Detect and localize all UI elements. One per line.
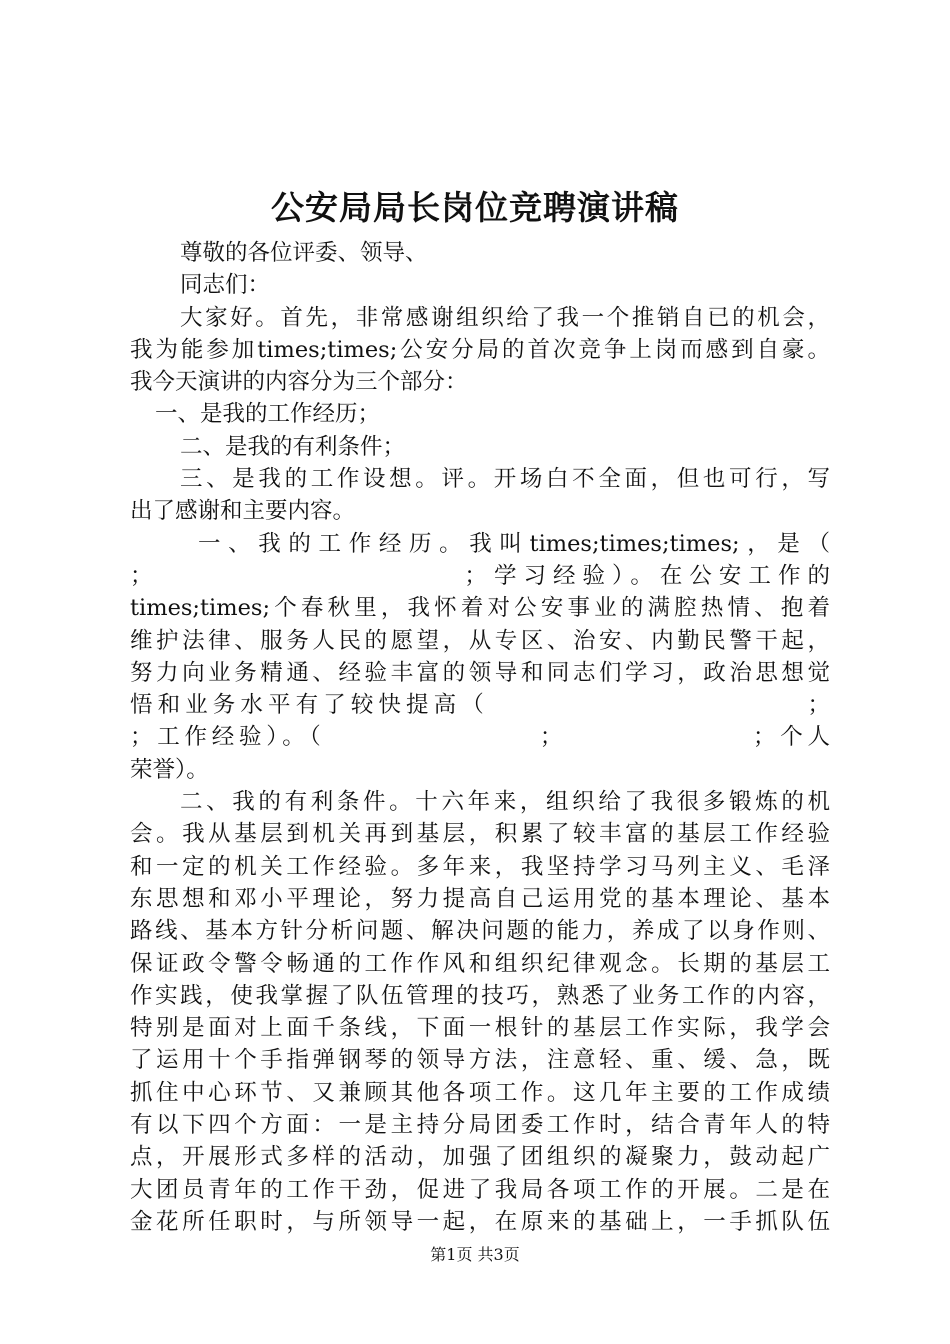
text-line: 特别是面对上面千条线，下面一根针的基层工作实际，我学会 bbox=[130, 1015, 830, 1042]
text-line: 有以下四个方面：一是主持分局团委工作时，结合青年人的特 bbox=[130, 1112, 830, 1139]
text-line: 金花所任职时，与所领导一起，在原来的基础上，一手抓队伍 bbox=[130, 1208, 830, 1235]
text-line: 点，开展形式多样的活动，加强了团组织的凝聚力，鼓动起广 bbox=[130, 1144, 830, 1171]
text-line: 一、是我的工作经历； bbox=[155, 401, 381, 428]
text-line: 尊敬的各位评委、领导、 bbox=[180, 240, 428, 266]
text-line: times;times;个春秋里，我怀着对公安事业的满腔热情、抱着 bbox=[130, 595, 830, 622]
text-line: 荣誉）。 bbox=[130, 756, 209, 783]
text-line: 会。我从基层到机关再到基层，积累了较丰富的基层工作经验 bbox=[130, 821, 830, 848]
text-line: 一、我的工作经历。我叫times;times;times;，是（ bbox=[198, 530, 830, 557]
text-line: 大家好。首先，非常感谢组织给了我一个推销自已的机会， bbox=[180, 304, 830, 331]
text-line: 同志们： bbox=[180, 272, 271, 299]
text-line: 我为能参加times;times;公安分局的首次竞争上岗而感到自豪。 bbox=[130, 336, 830, 363]
text-line: 我今天演讲的内容分为三个部分： bbox=[130, 369, 468, 396]
document-body bbox=[130, 237, 830, 1238]
text-line: 了运用十个手指弹钢琴的领导方法，注意轻、重、缓、急，既 bbox=[130, 1047, 830, 1074]
text-line: 努力向业务精通、经验丰富的领导和同志们学习，政治思想觉 bbox=[130, 659, 830, 686]
document-title: 公安局局长岗位竞聘演讲稿 bbox=[271, 188, 679, 227]
text-line: 三、是我的工作设想。评。开场白不全面，但也可行，写 bbox=[180, 466, 830, 493]
text-line: 作实践，使我掌握了队伍管理的技巧，熟悉了业务工作的内容， bbox=[130, 982, 830, 1009]
text-line: 二、是我的有利条件； bbox=[180, 433, 406, 460]
page-footer: 第1页 共3页 bbox=[430, 1245, 520, 1264]
text-line: 大团员青年的工作干劲，促进了我局各项工作的开展。二是在 bbox=[130, 1176, 830, 1203]
text-line: ； ；学习经验）。在公安工作的 bbox=[130, 562, 830, 589]
text-line: 维护法律、服务人民的愿望，从专区、治安、内勤民警干起， bbox=[130, 627, 830, 654]
text-line: 出了感谢和主要内容。 bbox=[130, 498, 356, 525]
text-line: ；工作经验）。（ ； ；个人 bbox=[130, 724, 830, 751]
text-line: 路线、基本方针分析问题、解决问题的能力，养成了以身作则、 bbox=[130, 918, 830, 945]
text-line: 抓住中心环节、又兼顾其他各项工作。这几年主要的工作成绩 bbox=[130, 1079, 830, 1106]
text-line: 二、我的有利条件。十六年来，组织给了我很多锻炼的机 bbox=[180, 789, 830, 816]
text-line: 和一定的机关工作经验。多年来，我坚持学习马列主义、毛泽 bbox=[130, 853, 830, 880]
text-line: 保证政令警令畅通的工作作风和组织纪律观念。长期的基层工 bbox=[130, 950, 830, 977]
text-line: 东思想和邓小平理论，努力提高自己运用党的基本理论、基本 bbox=[130, 885, 830, 912]
text-line: 悟和业务水平有了较快提高（ ； bbox=[130, 692, 830, 719]
